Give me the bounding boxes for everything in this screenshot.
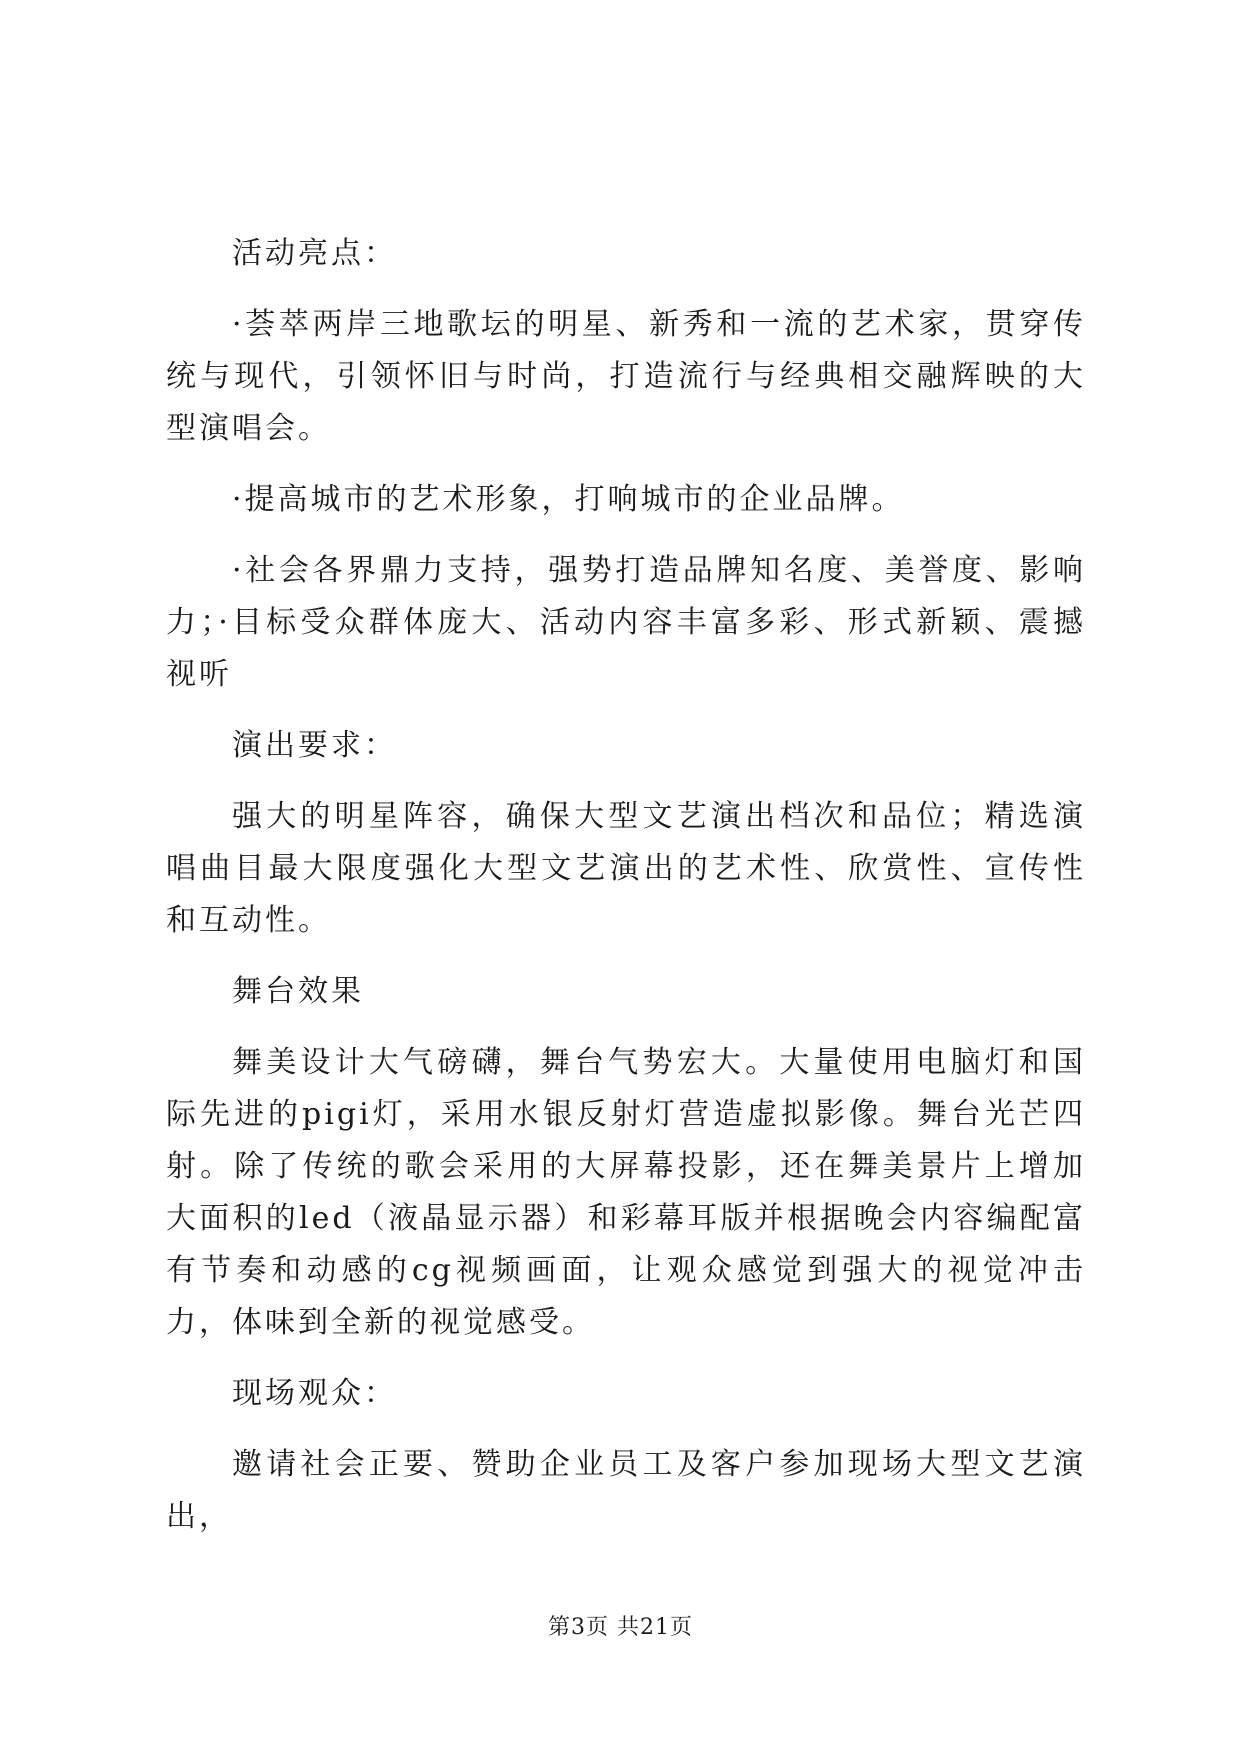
bullet-paragraph: ·荟萃两岸三地歌坛的明星、新秀和一流的艺术家，贯穿传统与现代，引领怀旧与时尚，打造流行与经典相交融辉映的大型演唱会。: [166, 307, 1086, 446]
body-paragraph: 邀请社会正要、赞助企业员工及客户参加现场大型文艺演出，: [166, 1447, 1086, 1534]
section-heading-requirements: 演出要求：: [232, 728, 397, 763]
document-body: [166, 228, 1086, 1562]
section-heading-stage-effects: 舞台效果: [232, 974, 364, 1009]
bullet-paragraph: ·社会各界鼎力支持，强势打造品牌知名度、美誉度、影响力；·目标受众群体庞大、活动内容丰富多彩、形式新颖、震撼视听: [166, 553, 1086, 692]
page-number-footer: 第3页 共21页: [548, 1615, 693, 1640]
section-heading-audience: 现场观众：: [232, 1376, 397, 1411]
bullet-paragraph: ·提高城市的艺术形象，打响城市的企业品牌。: [232, 482, 905, 517]
body-paragraph: 强大的明星阵容，确保大型文艺演出档次和品位；精选演唱曲目最大限度强化大型文艺演出的艺术性、欣赏性、宣传性和互动性。: [166, 799, 1086, 938]
section-heading-highlights: 活动亮点：: [232, 236, 397, 271]
body-paragraph: 舞美设计大气磅礴，舞台气势宏大。大量使用电脑灯和国际先进的pigi灯，采用水银反射灯营造虚拟影像。舞台光芒四射。除了传统的歌会采用的大屏幕投影，还在舞美景片上增加大面积的led（液晶显示器）和彩幕耳版并根据晚会内容编配富有节奏和动感的cg视频画面，让观众感觉到强大的视觉冲击力，体味到全新的视觉感受。: [166, 1045, 1086, 1340]
